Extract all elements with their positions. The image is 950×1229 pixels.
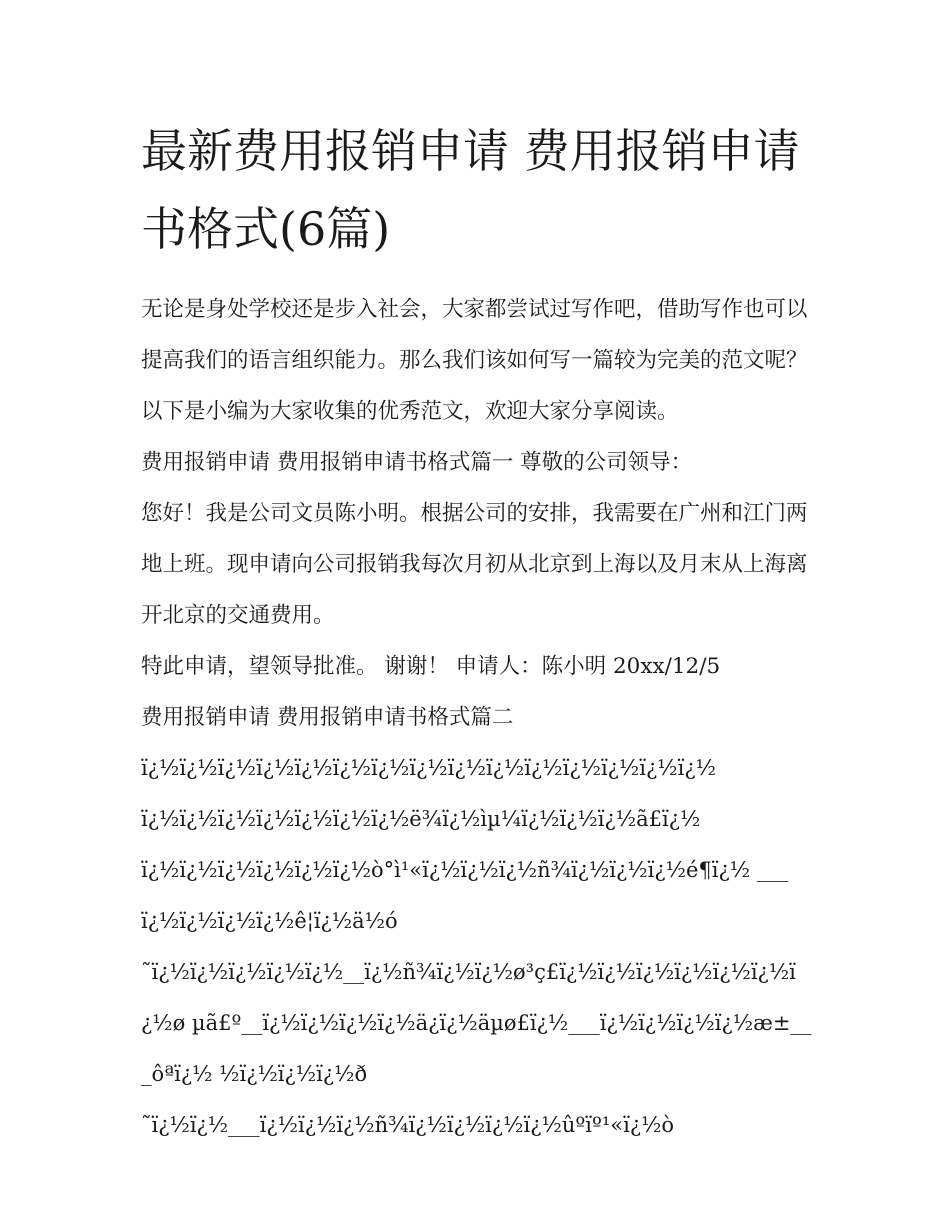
garbled-line: ˜ï¿½ï¿½ï¿½ï¿½ï¿½__ï¿½ñ¾ï¿½ï¿½ø³ç£ï¿½ï¿½ï¿½ï¿½ï¿½ï¿½ï¿½ø µã£º__ï¿½ï¿½ï¿½ï¿½ä¿ï¿½äµø£ï¿½___ï¿½ï¿½ï¿½ï¿½æ±___ôªï¿½ ½ï¿½ï¿½ï¿½ð bbox=[141, 960, 812, 1086]
section-heading-two: 费用报销申请 费用报销申请书格式篇二 bbox=[141, 705, 514, 730]
body-paragraph: 您好！我是公司文员陈小明。根据公司的安排，我需要在广州和江门两地上班。现申请向公司报销我每次月初从北京到上海以及月末从上海离开北京的交通费用。 bbox=[141, 501, 808, 628]
document-title: 最新费用报销申请 费用报销申请书格式(6篇) bbox=[141, 124, 800, 256]
garbled-line: ï¿½ï¿½ï¿½ï¿½ï¿½ï¿½ò°ì¹«ï¿½ï¿½ï¿½ñ¾ï¿½ï¿½ï¿½é¶ï¿½ ___ bbox=[141, 858, 789, 882]
garbled-line: ï¿½ï¿½ï¿½ï¿½ï¿½ï¿½ï¿½ë¾ï¿½ìµ¼ï¿½ï¿½ï¿½ã£ï¿½ bbox=[141, 807, 701, 831]
garbled-line: ï¿½ï¿½ï¿½ï¿½ê¦ï¿½ä½ó bbox=[141, 909, 398, 933]
intro-paragraph: 无论是身处学校还是步入社会，大家都尝试过写作吧，借助写作也可以提高我们的语言组织能力。那么我们该如何写一篇较为完美的范文呢？以下是小编为大家收集的优秀范文，欢迎大家分享阅读。 bbox=[141, 297, 808, 424]
garbled-line: ï¿½ï¿½ï¿½ï¿½ï¿½ï¿½ï¿½ï¿½ï¿½ï¿½ï¿½ï¿½ï¿½ï¿½ï¿½ bbox=[141, 756, 716, 780]
document-body bbox=[141, 112, 813, 1151]
section-heading-one: 费用报销申请 费用报销申请书格式篇一 尊敬的公司领导： bbox=[141, 450, 693, 475]
closing-paragraph: 特此申请，望领导批准。 谢谢！ 申请人：陈小明 20xx/12/5 bbox=[141, 654, 721, 679]
garbled-line: ˜ï¿½ï¿½___ï¿½ï¿½ï¿½ñ¾ï¿½ï¿½ï¿½ï¿½ûºïº¹«ï¿½ò bbox=[141, 1113, 675, 1137]
